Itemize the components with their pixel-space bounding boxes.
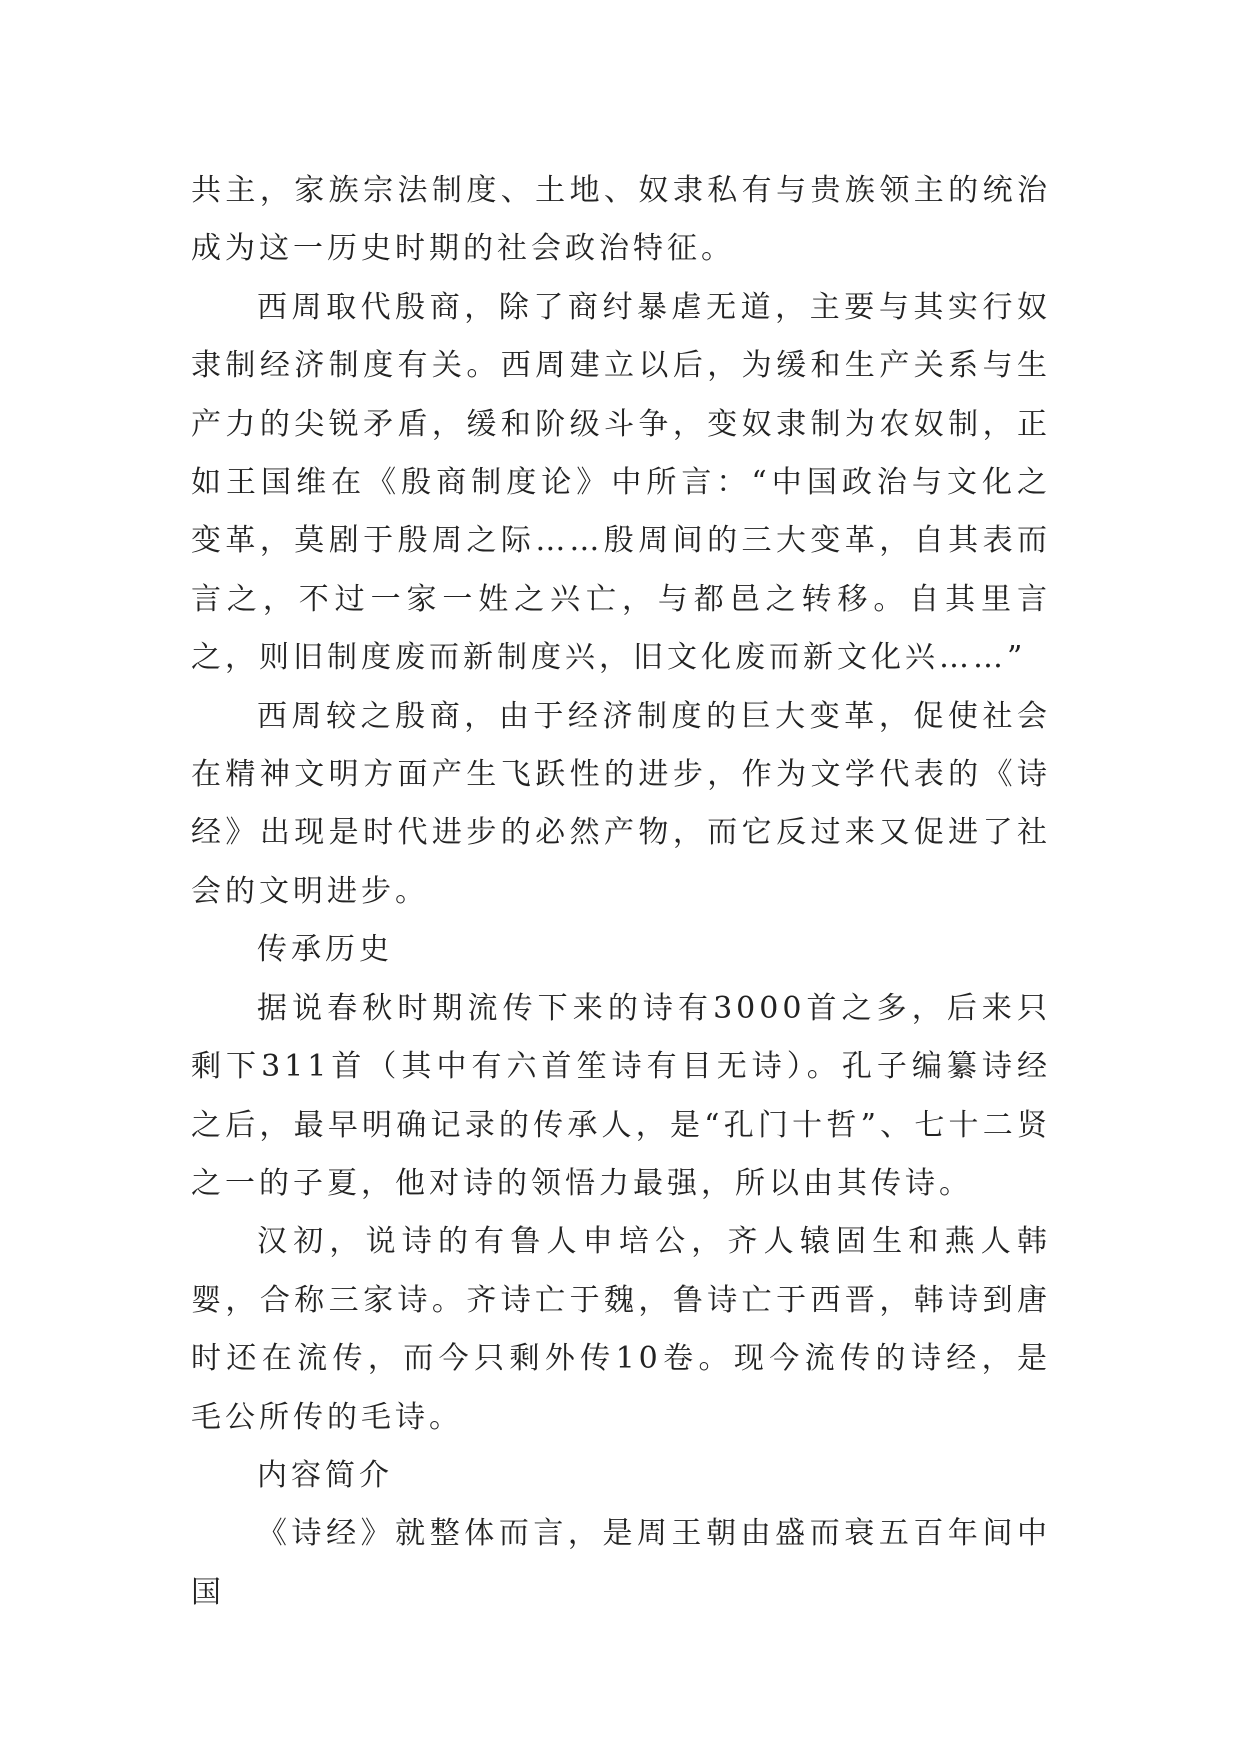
section-heading-transmission-history: 传承历史 <box>257 932 393 968</box>
paragraph-continuation: 共主，家族宗法制度、土地、奴隶私有与贵族领主的统治成为这一历史时期的社会政治特征。 <box>191 173 1051 267</box>
paragraph-three-schools: 汉初，说诗的有鲁人申培公，齐人辕固生和燕人韩婴，合称三家诗。齐诗亡于魏，鲁诗亡于西晋，韩诗到唐时还在流传，而今只剩外传10卷。现今流传的诗经，是毛公所传的毛诗。 <box>191 1224 1051 1435</box>
paragraph-3000-poems: 据说春秋时期流传下来的诗有3000首之多，后来只剩下311首（其中有六首笙诗有目无诗）。孔子编纂诗经之后，最早明确记录的传承人，是“孔门十哲”、七十二贤之一的子夏，他对诗的领悟力最强，所以由其传诗。 <box>191 990 1051 1201</box>
paragraph-spiritual-civilization: 西周较之殷商，由于经济制度的巨大变革，促使社会在精神文明方面产生飞跃性的进步，作为文学代表的《诗经》出现是时代进步的必然产物，而它反过来又促进了社会的文明进步。 <box>191 698 1051 909</box>
section-heading-content-summary: 内容简介 <box>257 1457 393 1493</box>
paragraph-content-intro: 《诗经》就整体而言，是周王朝由盛而衰五百年间中国 <box>191 1516 1051 1610</box>
document-body <box>191 162 1051 1622</box>
paragraph-zhou-replaces-shang: 西周取代殷商，除了商纣暴虐无道，主要与其实行奴隶制经济制度有关。西周建立以后，为缓和生产关系与生产力的尖锐矛盾，缓和阶级斗争，变奴隶制为农奴制，正如王国维在《殷商制度论》中所言：“中国政治与文化之变革，莫剧于殷周之际……殷周间的三大变革，自其表而言之，不过一家一姓之兴亡，与都邑之转移。自其里言之，则旧制度废而新制度兴，旧文化废而新文化兴……” <box>191 289 1051 676</box>
